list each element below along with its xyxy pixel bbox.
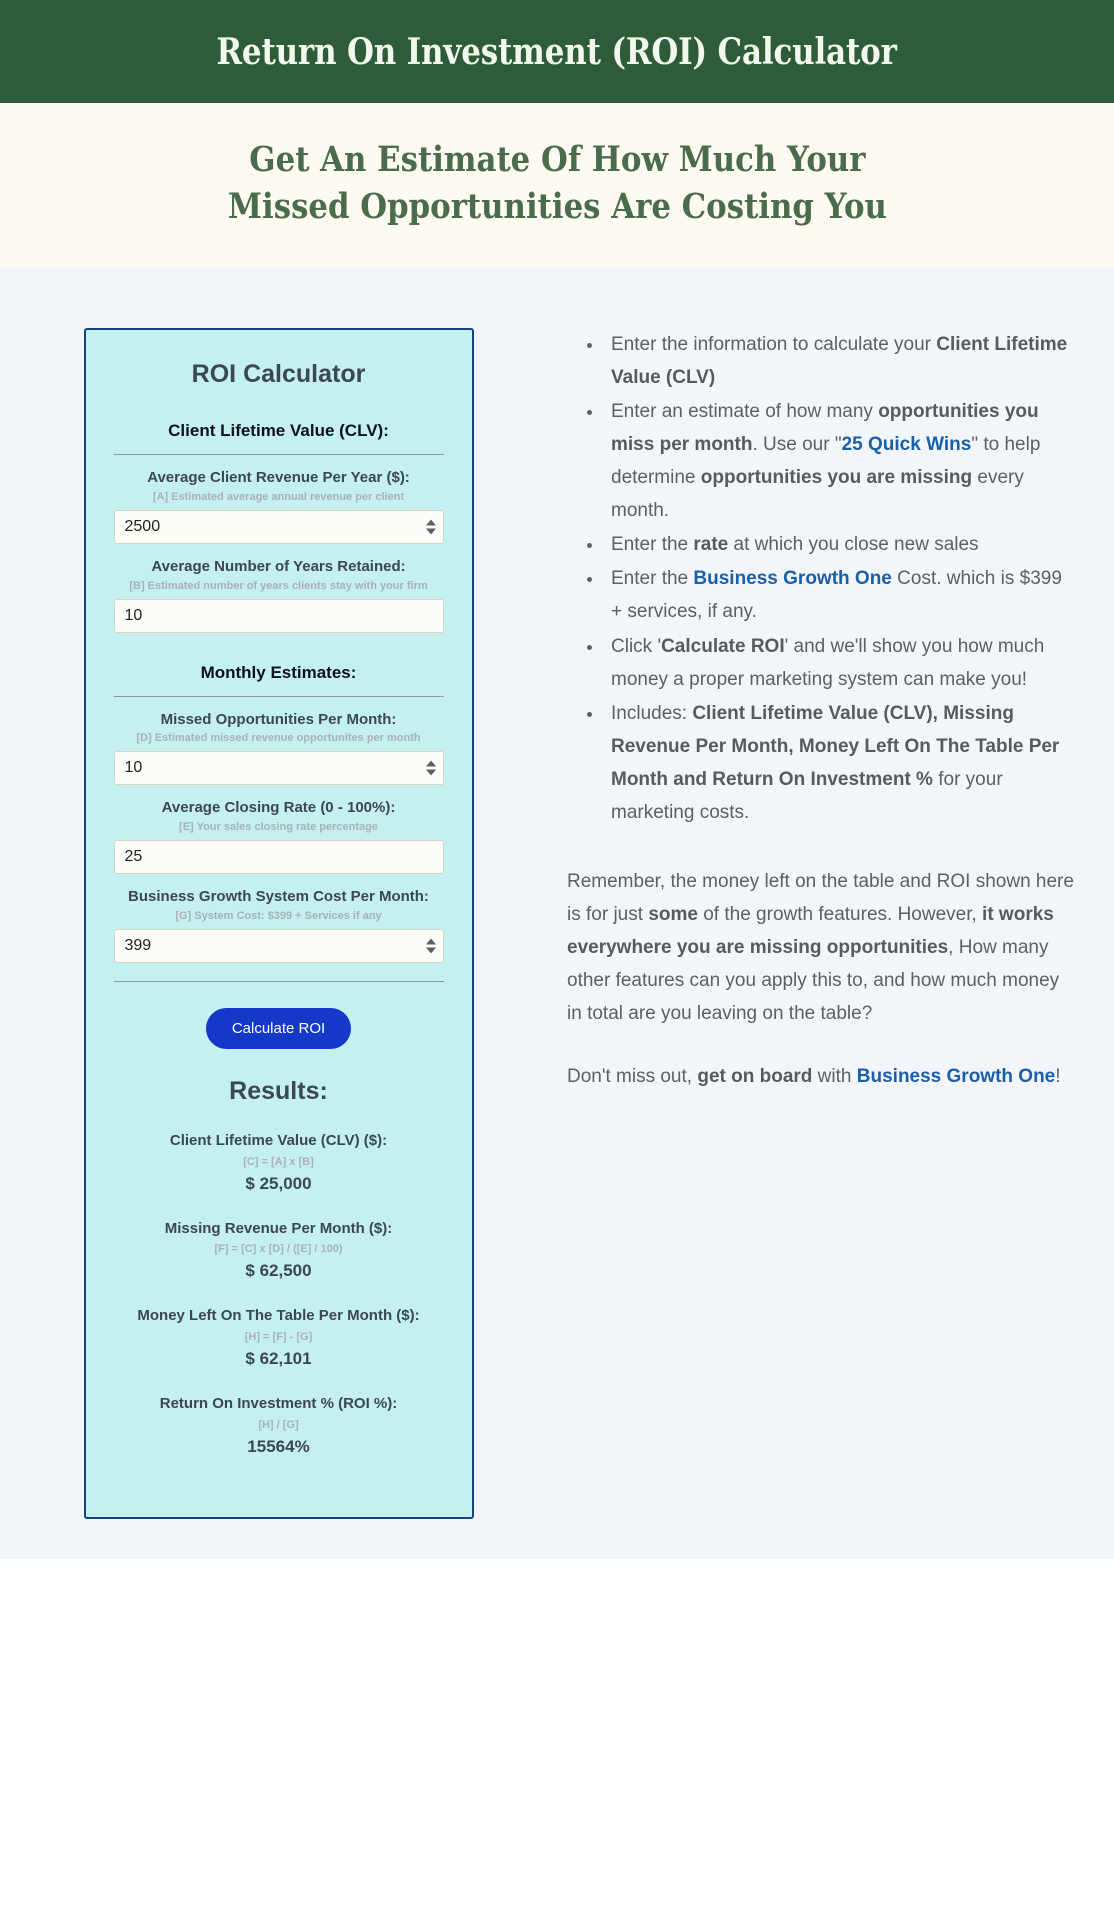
input-wrap-avg-revenue[interactable] [114, 510, 444, 544]
body-text: for your marketing costs. [611, 768, 1003, 823]
result-formula: [H] / [G] [258, 1418, 299, 1431]
input-wrap-system-cost[interactable] [114, 929, 444, 963]
instruction-bullet [567, 528, 1074, 561]
results-heading: Results: [229, 1076, 328, 1105]
instructions-bullet-list [567, 328, 1074, 829]
instructions-paragraphs [567, 865, 1074, 1093]
field-missed-opportunities [114, 711, 444, 786]
spinner-up-arrow-icon[interactable] [426, 519, 436, 525]
main-content [0, 268, 1114, 1559]
emphasis-text: some [648, 903, 698, 925]
spinner-down-arrow-icon[interactable] [426, 770, 436, 776]
spinner-down-arrow-icon[interactable] [426, 528, 436, 534]
instruction-bullet [567, 328, 1074, 394]
field-hint-avg-revenue: [A] Estimated average annual revenue per client [152, 490, 405, 503]
instruction-bullet [567, 395, 1074, 527]
instruction-bullet [567, 630, 1074, 696]
emphasis-text: Client Lifetime Value (CLV), Missing Revenue Per Month, Money Left On The Table Per Month and Return On Investment % [611, 702, 1060, 790]
years-retained-input[interactable] [115, 600, 443, 632]
result-formula: [C] = [A] x [B] [243, 1155, 314, 1168]
subheader-section [0, 103, 1114, 268]
subheader-line-2: Missed Opportunities Are Costing You [227, 185, 887, 227]
field-hint-years-retained: [B] Estimated number of years clients stay with your firm [129, 579, 428, 592]
instruction-bullet [567, 697, 1074, 829]
field-hint-missed-opportunities: [D] Estimated missed revenue opportunites per month [136, 732, 421, 745]
results-list [114, 1132, 444, 1457]
inline-link[interactable]: Business Growth One [856, 1066, 1056, 1088]
body-text: Enter the information to calculate your [611, 334, 937, 356]
roi-calculator-card [84, 328, 474, 1519]
body-text: Remember, the money left on the table and ROI shown here is for just [567, 870, 1074, 925]
number-spinner-icon-missed-opportunities[interactable] [426, 761, 436, 776]
result-item-clv [114, 1132, 444, 1194]
subheader-line-1: Get An Estimate Of How Much Your [248, 139, 866, 180]
field-label-years-retained: Average Number of Years Retained: [151, 557, 406, 575]
body-text: at which you close new sales [728, 534, 979, 556]
avg-revenue-input[interactable] [115, 511, 443, 543]
calculator-title: ROI Calculator [191, 360, 366, 389]
body-text: ! [1055, 1066, 1061, 1088]
system-cost-input[interactable] [115, 930, 443, 962]
body-text: " to help determine [611, 434, 1041, 489]
emphasis-text: Client Lifetime Value (CLV) [611, 334, 1068, 389]
emphasis-text: Calculate ROI [661, 635, 785, 657]
closing-rate-input[interactable] [115, 841, 443, 873]
emphasis-text: opportunities you miss per month [611, 401, 1039, 456]
result-item-money-left [114, 1307, 444, 1369]
field-system-cost [114, 888, 444, 963]
calculate-roi-button[interactable]: Calculate ROI [206, 1008, 351, 1049]
result-label: Client Lifetime Value (CLV) ($): [169, 1131, 388, 1149]
field-avg-revenue [114, 469, 444, 544]
instruction-paragraph [567, 865, 1074, 1030]
body-text: with [812, 1066, 857, 1088]
spinner-down-arrow-icon[interactable] [426, 947, 436, 953]
clv-section-heading: Client Lifetime Value (CLV): [114, 421, 444, 455]
field-label-system-cost: Business Growth System Cost Per Month: [128, 888, 429, 906]
calculator-column [0, 328, 557, 1519]
body-text: ' and we'll show you how much money a proper marketing system can make you! [611, 635, 1045, 690]
input-wrap-years-retained[interactable] [114, 599, 444, 633]
instruction-bullet [567, 562, 1074, 628]
field-label-missed-opportunities: Missed Opportunities Per Month: [160, 710, 397, 728]
body-text: Click ' [611, 635, 662, 657]
number-spinner-icon-system-cost[interactable] [426, 938, 436, 953]
body-text: of the growth features. However, [697, 903, 983, 925]
page-header-bar [0, 0, 1114, 103]
body-text: Cost. which is $399 + services, if any. [611, 568, 1062, 623]
missed-opportunities-input[interactable] [115, 752, 443, 784]
field-label-avg-revenue: Average Client Revenue Per Year ($): [147, 469, 410, 487]
emphasis-text: opportunities you are missing [700, 467, 973, 489]
page-title: Return On Investment (ROI) Calculator [216, 30, 898, 73]
inline-link[interactable]: 25 Quick Wins [841, 434, 972, 456]
body-text: Don't miss out, [567, 1066, 698, 1088]
result-label: Return On Investment % (ROI %): [159, 1395, 398, 1413]
body-text: Includes: [611, 702, 693, 724]
body-text: Enter the [611, 568, 694, 590]
result-value: 15564% [247, 1436, 310, 1456]
field-hint-system-cost: [G] System Cost: $399 + Services if any [175, 909, 382, 922]
spinner-up-arrow-icon[interactable] [426, 761, 436, 767]
input-wrap-missed-opportunities[interactable] [114, 751, 444, 785]
emphasis-text: rate [693, 534, 729, 556]
input-wrap-closing-rate[interactable] [114, 840, 444, 874]
number-spinner-icon-avg-revenue[interactable] [426, 519, 436, 534]
instruction-paragraph [567, 1060, 1074, 1093]
result-item-missing-revenue [114, 1220, 444, 1282]
result-formula: [H] = [F] - [G] [244, 1331, 313, 1344]
body-text: , How many other features can you apply this to, and how much money in total are you leaving on the table? [567, 936, 1060, 1024]
form-divider [114, 981, 444, 982]
emphasis-text: it works everywhere you are missing opportunities [567, 903, 1054, 958]
spinner-up-arrow-icon[interactable] [426, 938, 436, 944]
body-text: every month. [611, 467, 1024, 522]
field-label-closing-rate: Average Closing Rate (0 - 100%): [161, 799, 396, 817]
field-closing-rate [114, 799, 444, 874]
result-label: Money Left On The Table Per Month ($): [137, 1307, 420, 1325]
body-text: Enter the [611, 534, 694, 556]
field-hint-closing-rate: [E] Your sales closing rate percentage [179, 821, 378, 834]
result-value: $ 25,000 [245, 1173, 312, 1193]
emphasis-text: get on board [697, 1066, 813, 1088]
result-item-roi [114, 1395, 444, 1457]
monthly-section-heading: Monthly Estimates: [114, 663, 444, 697]
result-formula: [F] = [C] x [D] / ([E] / 100) [214, 1243, 343, 1256]
subheader-heading [228, 137, 887, 230]
result-value: $ 62,101 [245, 1349, 312, 1369]
field-years-retained [114, 558, 444, 633]
inline-link[interactable]: Business Growth One [693, 568, 892, 590]
body-text: . Use our " [752, 434, 842, 456]
body-text: Enter an estimate of how many [611, 401, 879, 423]
calculate-button-row [114, 1008, 444, 1049]
result-label: Missing Revenue Per Month ($): [164, 1219, 393, 1237]
instructions-column [557, 328, 1114, 1093]
result-value: $ 62,500 [245, 1261, 312, 1281]
